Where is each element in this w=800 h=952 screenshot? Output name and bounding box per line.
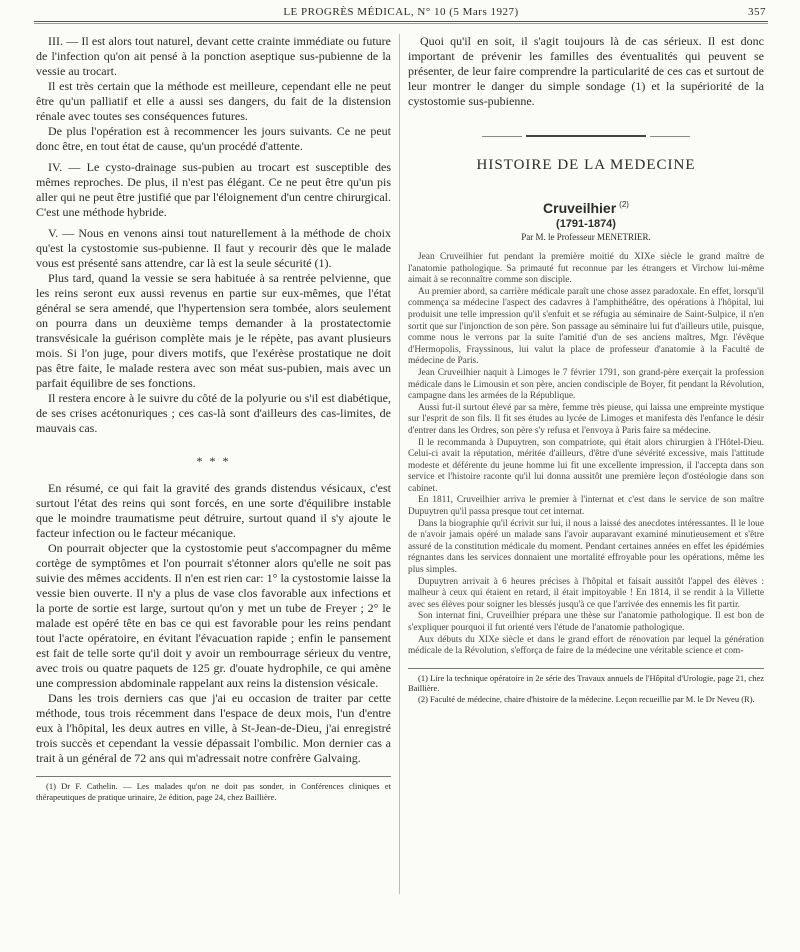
footnote: (1) Dr F. Cathelin. — Les malades qu'on ne doit pas sonder, in Conférences cliniques et thérapeutiques de pratique urinaire, 2e édition, page 24, chez Baillière. [36, 781, 391, 802]
paragraph: Son internat fini, Cruveilhier prépara une thèse sur l'anatomie pathologique. Il est bon de s'expliquer pourquoi il fut orienté vers l'étude de l'anatomie pathologique. [408, 611, 764, 633]
paragraph: IV. — Le cysto-drainage sus-pubien au trocart est susceptible des mêmes reproches. De plus, il n'est pas élégant. Ce ne peut être qu'un pis aller qui ne peut être justifié que par l'éloignement d'un centre chirurgical. C'est une méthode hybride. [36, 160, 391, 219]
column-divider [399, 34, 400, 894]
paragraph: V. — Nous en venons ainsi tout naturellement à la méthode de choix qu'est la cystostomie sus-pubienne. Il faut y recourir dès que le malade vous est présenté sans attendre, car là est la seule sécurité (1). [36, 226, 391, 270]
paragraph: Dans la biographie qu'il écrivit sur lui, il nous a laissé des anecdotes intéressantes. Il le loue de n'avoir jamais opéré un malade sans l'avoir auparavant examiné minutieusement et s'être assuré de la constitution médicale du moment. Pendant certaines années en effet les épidémies régnantes dans les services donnaient une mortalité effroyable pour les opérations, même les plus simples. [408, 518, 764, 576]
article-dates: (1791-1874) [556, 218, 616, 230]
paragraph: En résumé, ce qui fait la gravité des grands distendus vésicaux, c'est surtout l'état des reins qui sont forcés, en une sorte d'équilibre instable que le moindre traumatisme peut détruire, surtout quand il s'y ajoute le facteur infection ou le facteur mécanique. [36, 481, 391, 540]
page-number: 357 [748, 6, 766, 18]
article-title-note: (2) [619, 200, 629, 210]
paragraph: Jean Cruveilhier fut pendant la première moitié du XIXe siècle le grand maître de l'anatomie pathologique. Sa primauté fut reconnue par les étrangers et Virchow lui-même aimait à se reconnaître comme son disciple. [408, 252, 764, 286]
paragraph: Dupuytren arrivait à 6 heures précises à l'hôpital et faisait aussitôt l'appel des élèves : malheur à ceux qui étaient en retard, il était impitoyable ! En 1814, il se rendit à la Villette avec ses élèves pour soigner les blessés jusqu'à ce que l'arrivée des ennemis les fit partir. [408, 576, 764, 610]
article-title [408, 200, 764, 216]
paragraph: Il restera encore à le suivre du côté de la polyurie ou s'il est diabétique, de ses crises acétonuriques ; ces cas-là sont d'ailleurs des cas-limites, de mauvais cas. [36, 391, 391, 435]
header-rule-secondary [34, 23, 768, 24]
section-title: HISTOIRE DE LA MEDECINE [476, 157, 696, 173]
paragraph: Quoi qu'il en soit, il s'agit toujours là de cas sérieux. Il est donc important de prévenir les familles des éventualités qui peuvent se présenter, de leur faire comprendre la particularité de ces cas et surtout de leur montrer le danger du simple sondage (1) et la supériorité de la cystostomie sus-pubienne. [408, 34, 764, 108]
paragraph: De plus l'opération est à recommencer les jours suivants. Ce ne peut donc être, en tout état de cause, qu'un procédé d'attente. [36, 124, 391, 153]
header-journal-title: LE PROGRÈS MÉDICAL, N° 10 (5 Mars 1927) [283, 6, 519, 18]
footnote: (1) Lire la technique opératoire in 2e série des Travaux annuels de l'Hôpital d'Urologie, page 21, chez Baillière. [408, 672, 764, 694]
paragraph: Aussi fut-il surtout élevé par sa mère, femme très pieuse, qui laissa une empreinte mystique sur l'esprit de son fils. Il fit ses études au lycée de Limoges et manifesta dès l'enfance le désir d'entrer dans les Ordres, son père s'y refusa et l'envoya à Paris faire sa médecine. [408, 402, 764, 436]
left-column [36, 34, 391, 934]
header-rule [34, 21, 768, 22]
article-author: Par M. le Professeur MENETRIER. [521, 232, 651, 242]
page-header [36, 6, 766, 20]
section-stars: * * * [196, 454, 231, 468]
footnote-rule [408, 668, 764, 669]
paragraph: Au premier abord, sa carrière médicale paraît une chose assez paradoxale. En effet, lorsqu'il commença sa médecine l'aspect des cadavres à l'amphithéâtre, des opérations à l'hôpital, lui produisit une telle impression qu'il s'enfuit et se réfugia au séminaire de Saint-Sulpice, il n'en sortit que sur l'injonction de son père. Son passage au séminaire lui fut d'ailleurs utile, puisque, comme nous le verrons par la suite l'amitié d'un de ses anciens maîtres, Mgr. l'évêque d'Hermopolis, Frayssinous, lui valut la place de professeur d'anatomie à la Faculté de médecine de Paris. [408, 286, 764, 367]
right-column [408, 34, 764, 934]
paragraph: On pourrait objecter que la cystostomie peut s'accompagner du même cortège de symptômes et l'on pourrait s'étonner alors qu'elle ne soit pas suivie des mêmes accidents. Il n'en est rien car: 1° la cystostomie laisse la vessie bien ouverte. Il n'y a plus de vase clos favorable aux infections et la porte de sortie est large, surtout qu'on y met un tube de Freyer ; 2° le malade est opéré tête en bas ce qui est favorable pour les reins pendant tout l'acte opératoire, en évitant l'évacuation rapide ; enfin le pansement est fait de telle sorte qu'il doit y avoir un rembourrage sérieux du ventre, avec trois ou quatre paquets de 125 gr. d'ouate hydrophile, ce qui amène une compression abdominale rappelant aux reins la distension vésicale. [36, 541, 391, 690]
footnote-rule [36, 776, 391, 777]
paragraph: Plus tard, quand la vessie se sera habituée à sa rentrée pelvienne, que les reins seront eux aussi revenus en partie sur eux-mêmes, que l'état général se sera amendé, que l'hypertension sera tombée, alors seulement on pourra dans un deuxième temps demander à la prostatectomie transvésicale la guérison complète mais je le répète, pas avant plusieurs mois. Si l'on juge, pour divers motifs, que l'exérèse prostatique ne doit pas être faite, le malade restera avec son méat sus-pubien, mais avec un parfait équilibre de ses fonctions. [36, 271, 391, 390]
paragraph: III. — Il est alors tout naturel, devant cette crainte immédiate ou future de l'infection qu'on ait pensé à la ponction aseptique sus-pubienne de la vessie au trocart. [36, 34, 391, 78]
article-title-text: Cruveilhier [543, 200, 617, 216]
paragraph: Dans les trois derniers cas que j'ai eu occasion de traiter par cette méthode, tous trois récemment dans l'espace de deux mois, l'un d'entre eux à l'hôpital, les deux autres en ville, à St-Jean-de-Dieu, j'ai enregistré trois succès et cependant la vessie dépassait l'ombilic. Mon dernier cas a trait à un général de 72 ans qui m'adressait notre confrère Galvaing. [36, 691, 391, 765]
paragraph: Il est très certain que la méthode est meilleure, cependant elle ne peut être qu'un palliatif et elle a aussi ses dangers, du fait de la distension rénale avec toutes ses conséquences futures. [36, 79, 391, 123]
paragraph: Jean Cruveilhier naquit à Limoges le 7 février 1791, son grand-père exerçait la profession médicale dans le Limousin et son père, ancien condisciple de Boyer, fit pendant la Révolution, campagne dans les armées de la République. [408, 367, 764, 402]
paragraph: Il le recommanda à Dupuytren, son compatriote, qui était alors chirurgien à l'Hôtel-Dieu. Celui-ci avait la réputation, méritée d'ailleurs, d'être d'une sévérité excessive, mais l'attitude modeste et déférente du jeune homme lui fit une excellente impression, il l'accepta dans son service et l'histoire raconte qu'il lui donna aussitôt une première leçon d'ostéologie dans son cabinet. [408, 437, 764, 494]
paragraph: Aux débuts du XIXe siècle et dans le grand effort de rénovation par lequel la génération médicale de la Révolution, s'efforça de faire de la médecine une véritable science et com- [408, 634, 764, 657]
ornamental-separator [526, 135, 646, 137]
footnote: (2) Faculté de médecine, chaire d'histoire de la médecine. Leçon recueillie par M. le Dr Neveu (R). [418, 693, 755, 704]
paragraph: En 1811, Cruveilhier arriva le premier à l'internat et c'est dans le service de son maître Dupuytren qu'il passa presque tout cet internat. [408, 495, 764, 518]
